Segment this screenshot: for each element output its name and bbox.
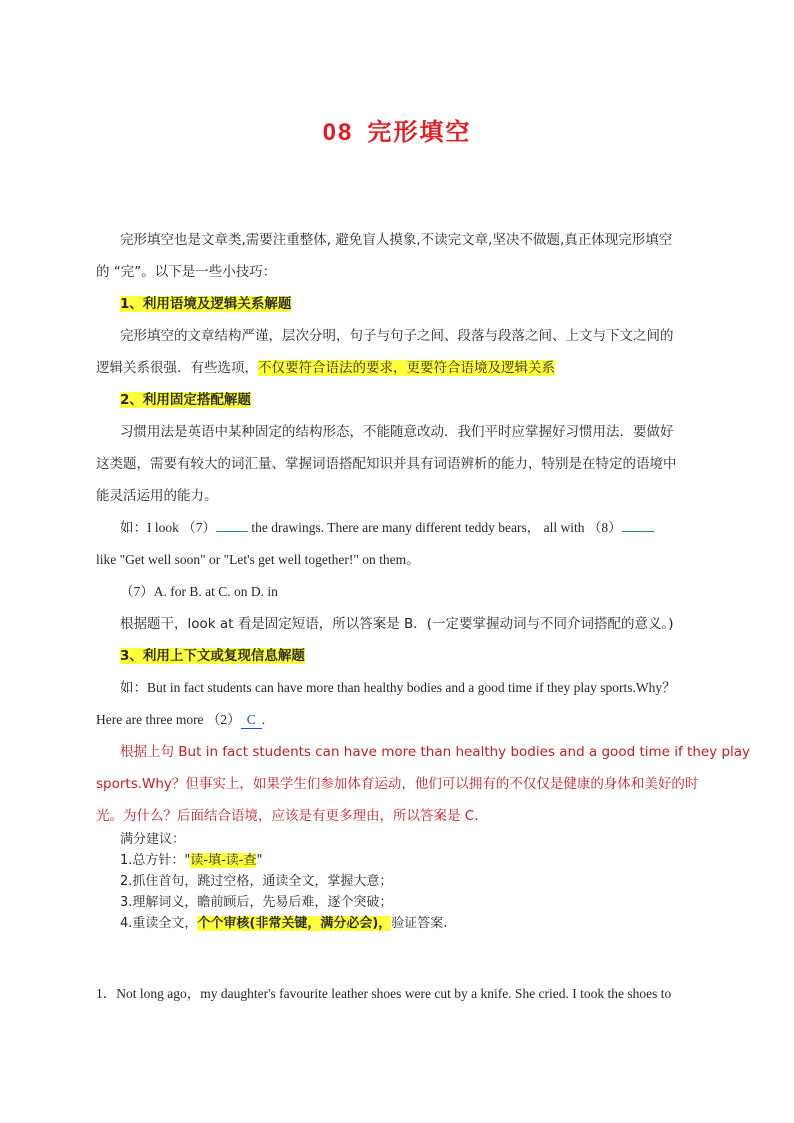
tip1-line-1: 完形填空的文章结构严谨，层次分明，句子与句子之间、段落与段落之间、上文与下文之间的 [120, 328, 674, 344]
tip2-example-b: the drawings. There are many different teddy bears， all with （8） [248, 520, 622, 535]
tip2-example-a: 如：I look （7） [120, 520, 216, 535]
tip3-example-line-1: 如：But in fact students can have more than healthy bodies and a good time if they play sports.Why？ [120, 680, 676, 695]
tip2-line-3: 能灵活运用的能力。 [96, 488, 218, 504]
tip3-heading [120, 644, 305, 664]
tip3-example-line-2 [96, 708, 265, 729]
advice-item-2: 2.抓住首句，跳过空格，通读全文，掌握大意； [120, 874, 393, 889]
tip1-line-2 [96, 356, 555, 376]
tip3-example-line-2-b: . [261, 712, 266, 727]
advice-item-4-plain: 4.重读全文， [120, 916, 198, 931]
tip1-line-2-plain: 逻辑关系很强．有些选项， [96, 360, 258, 376]
question-1: 1．Not long ago，my daughter's favourite leather shoes were cut by a knife. She cried. I took the shoes to [96, 986, 672, 1001]
advice-item-1-highlight: 读-填-读-查 [190, 853, 257, 868]
advice-item-1-plain: 1.总方针：" [120, 853, 191, 868]
tip2-line-1: 习惯用法是英语中某种固定的结构形态，不能随意改动．我们平时应掌握好习惯用法．要做好 [120, 424, 674, 440]
tip3-heading-text: 3、利用上下文或复现信息解题 [120, 648, 305, 664]
tip1-line-2-highlight: 不仅要符合语法的要求，更要符合语境及逻辑关系 [258, 360, 555, 376]
advice-item-1-end: " [256, 853, 263, 868]
advice-item-3: 3.理解词义，瞻前顾后，先易后难，逐个突破； [120, 895, 393, 910]
tip2-explain: 根据题干，look at 看是固定短语，所以答案是 B．(一定要掌握动词与不同介词搭配的意义。) [120, 616, 674, 632]
tip2-example-line-2: like "Get well soon" or "Let's get well together!" on them。 [96, 552, 420, 567]
tip2-line-2: 这类题，需要有较大的词汇量、掌握词语搭配知识并具有词语辨析的能力，特别是在特定的语境中 [96, 456, 677, 472]
advice-title: 满分建议： [120, 832, 186, 847]
tip2-heading [120, 388, 251, 408]
advice-item-4-end: 验证答案. [391, 916, 448, 931]
page-title [0, 112, 794, 147]
blank-7 [216, 521, 248, 532]
blank-8 [622, 521, 654, 532]
tip3-explain-line-2: sports.Why？但事实上，如果学生们参加体育运动，他们可以拥有的不仅仅是健康的身体和美好的时 [96, 776, 699, 792]
tip2-heading-text: 2、利用固定搭配解题 [120, 392, 251, 408]
intro-line-2: 的 “完”。以下是一些小技巧： [96, 264, 277, 280]
tip2-options: （7）A. for B. at C. on D. in [120, 584, 278, 599]
tip3-explain-line-3: 光。为什么？后面结合语境，应该是有更多理由，所以答案是 C． [96, 808, 488, 824]
title-text: 完形填空 [367, 117, 472, 146]
intro-line-1: 完形填空也是文章类,需要注重整体, 避免盲人摸象,不读完文章,坚决不做题,真正体现完形填空 [120, 232, 673, 248]
tip2-example-line-1 [120, 516, 654, 536]
answer-blank-2: C [241, 712, 262, 729]
tip1-heading-text: 1、利用语境及逻辑关系解题 [120, 296, 292, 312]
title-number: 08 [322, 119, 354, 146]
tip1-heading [120, 292, 291, 312]
advice-item-4 [120, 912, 447, 931]
advice-item-4-highlight: 个个审核(非常关键，满分必会)， [197, 916, 392, 931]
advice-item-1 [120, 849, 262, 868]
tip3-example-line-2-a: Here are three more （2） [96, 712, 241, 727]
tip3-explain-line-1: 根据上句 But in fact students can have more than healthy bodies and a good time if they play [120, 744, 751, 760]
